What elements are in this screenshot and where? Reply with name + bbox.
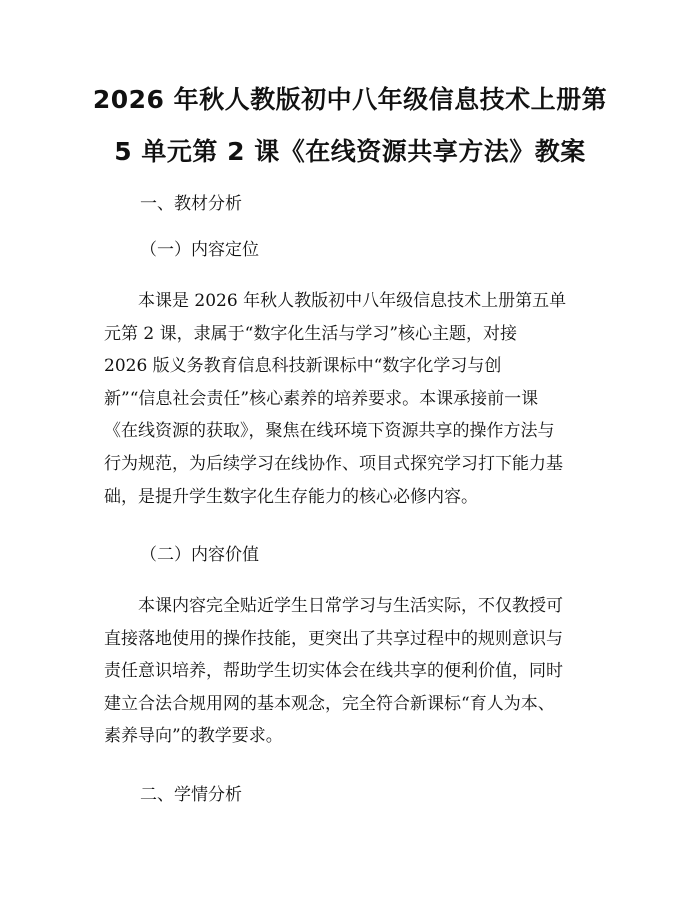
paragraph-line: 直接落地使用的操作技能，更突出了共享过程中的规则意识与: [104, 628, 563, 649]
paragraph-line: 2026 版义务教育信息科技新课标中“数字化学习与创: [104, 356, 502, 377]
paragraph-line: 本课内容完全贴近学生日常学习与生活实际，不仅教授可: [138, 596, 563, 616]
paragraph-value: [104, 590, 604, 753]
section-heading-learners: 二、学情分析: [140, 785, 242, 805]
paragraph-line: 行为规范，为后续学习在线协作、项目式探究学习打下能力基: [104, 453, 563, 474]
paragraph-line: 素养导向”的教学要求。: [104, 726, 283, 747]
document-title-line-1: 2026 年秋人教版初中八年级信息技术上册第: [92, 85, 608, 114]
paragraph-line: 《在线资源的获取》，聚焦在线环境下资源共享的操作方法与: [104, 421, 555, 442]
subsection-heading-positioning: （一）内容定位: [140, 240, 259, 260]
subsection-heading-value: （二）内容价值: [140, 545, 259, 565]
paragraph-line: 础，是提升学生数字化生存能力的核心必修内容。: [104, 486, 478, 507]
section-heading-materials: 一、教材分析: [140, 194, 242, 214]
document-title-line-2: 5 单元第 2 课《在线资源共享方法》教案: [114, 137, 586, 166]
paragraph-line: 责任意识培养，帮助学生切实体会在线共享的便利价值，同时: [104, 661, 563, 682]
paragraph-positioning: [104, 285, 604, 513]
paragraph-line: 建立合法合规用网的基本观念，完全符合新课标“育人为本、: [104, 693, 555, 714]
paragraph-line: 本课是 2026 年秋人教版初中八年级信息技术上册第五单: [138, 291, 567, 311]
paragraph-line: 元第 2 课，隶属于“数字化生活与学习”核心主题，对接: [104, 323, 518, 344]
paragraph-line: 新”“信息社会责任”核心素养的培养要求。本课承接前一课: [104, 388, 539, 409]
